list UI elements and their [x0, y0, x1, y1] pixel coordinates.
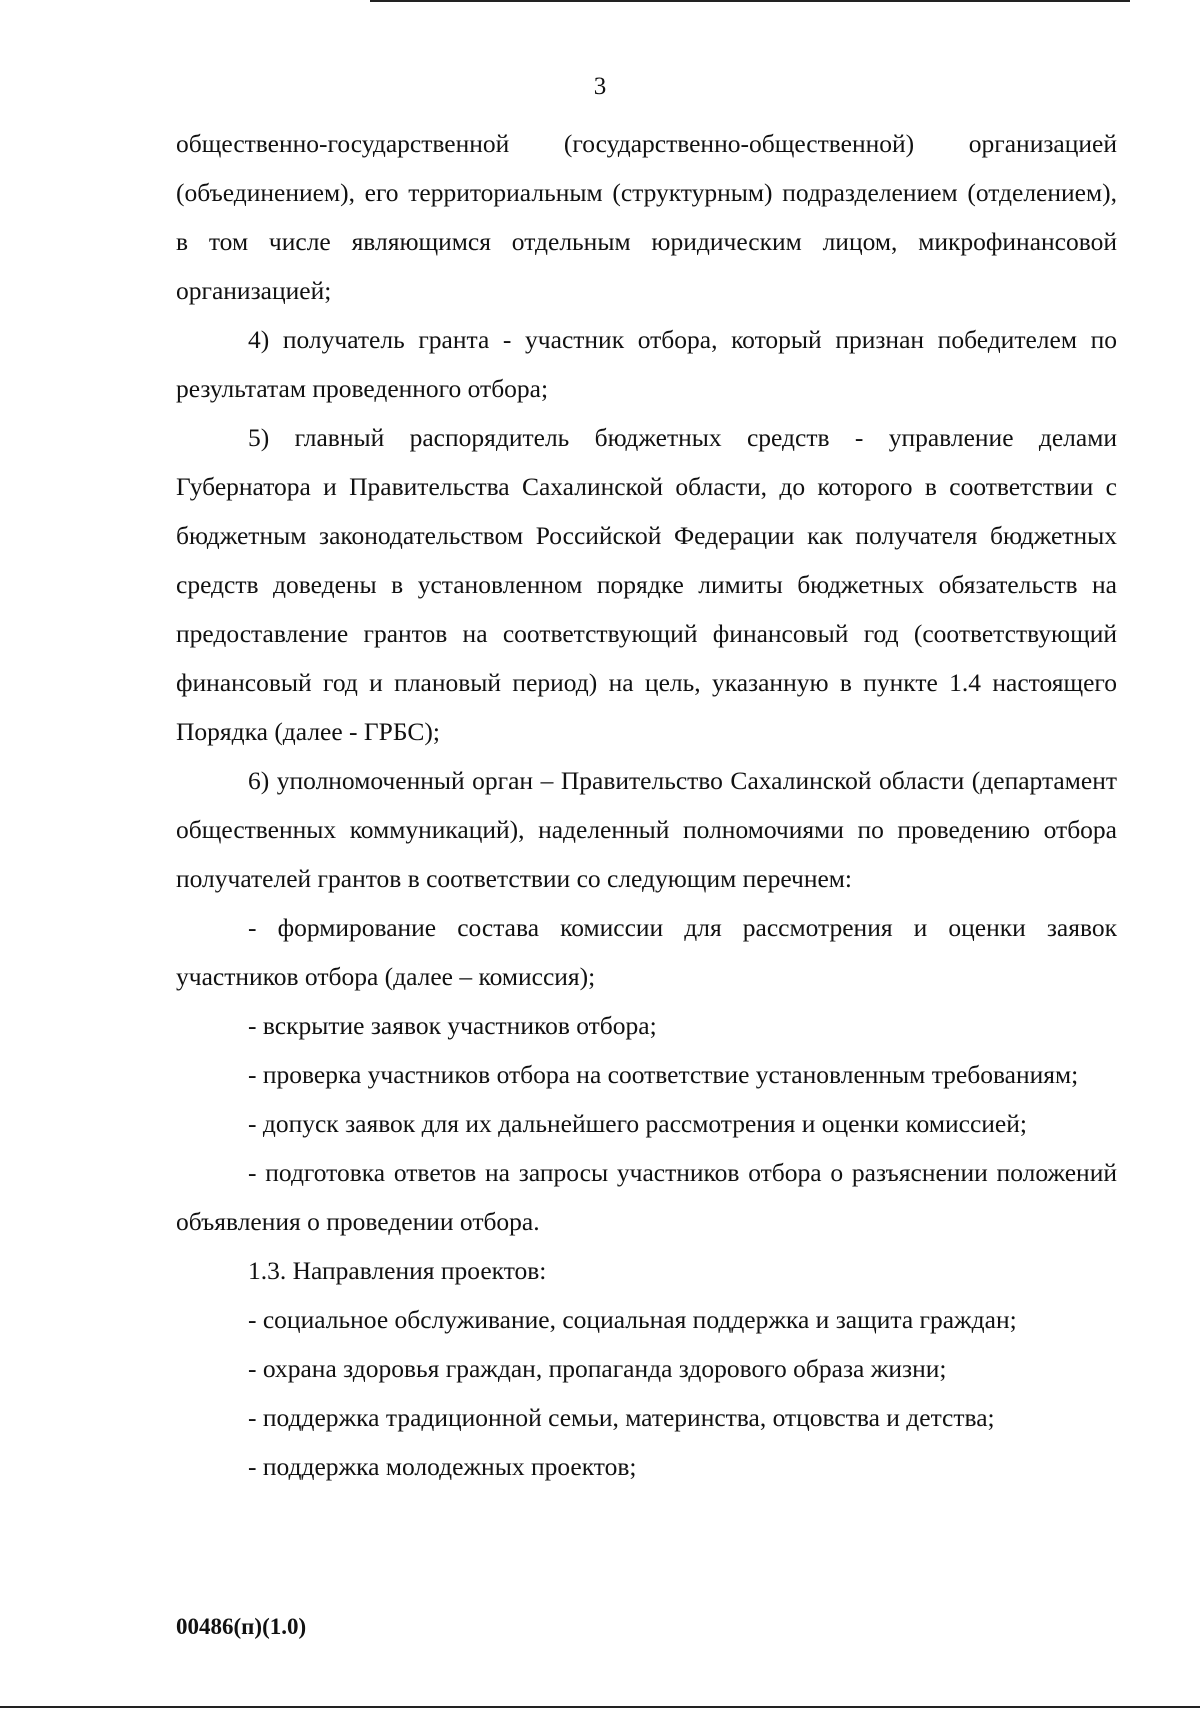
paragraph-item-5: 5) главный распорядитель бюджетных средств - управление делами Губернатора и Правительства Сахалинской области, до которого в соответствии с бюджетным законодательством Российской Федерации как получателя бюджетных средств доведены в установленном порядке лимиты бюджетных обязательств на предоставление грантов на соответствующий финансовый год (соответствующий финансовый год и плановый период) на цель, указанную в пункте 1.4 настоящего Порядка (далее - ГРБС);: [176, 423, 1117, 746]
list-item-family: - поддержка традиционной семьи, материнства, отцовства и детства;: [248, 1403, 995, 1432]
list-item-responses: - подготовка ответов на запросы участников отбора о разъяснении положений объявления о проведении отбора.: [176, 1158, 1117, 1236]
paragraph-continuation: общественно-государственной (государственно-общественной) организацией (объединением), его территориальным (структурным) подразделением (отделением), в том числе являющимся отдельным юридическим лицом, микрофинансовой организацией;: [176, 129, 1117, 305]
paragraph-item-4: 4) получатель гранта - участник отбора, который признан победителем по результатам проведенного отбора;: [176, 325, 1117, 403]
scan-edge-bottom: [0, 1706, 1200, 1708]
list-item-youth: - поддержка молодежных проектов;: [248, 1452, 637, 1481]
paragraph-item-6: 6) уполномоченный орган – Правительство Сахалинской области (департамент общественных коммуникаций), наделенный полномочиями по проведению отбора получателей грантов в соответствии со следующим перечнем:: [176, 766, 1117, 893]
list-item-commission: - формирование состава комиссии для рассмотрения и оценки заявок участников отбора (далее – комиссия);: [176, 913, 1117, 991]
list-item-opening: - вскрытие заявок участников отбора;: [248, 1011, 657, 1040]
list-item-social-service: - социальное обслуживание, социальная поддержка и защита граждан;: [248, 1305, 1017, 1334]
document-code: 00486(п)(1.0): [176, 1614, 307, 1639]
list-item-health: - охрана здоровья граждан, пропаганда здорового образа жизни;: [248, 1354, 947, 1383]
page-number: 3: [593, 73, 607, 100]
scan-edge-top: [370, 0, 1130, 2]
list-item-admission: - допуск заявок для их дальнейшего рассмотрения и оценки комиссией;: [248, 1109, 1027, 1138]
list-item-verification: - проверка участников отбора на соответствие установленным требованиям;: [248, 1060, 1079, 1089]
section-heading-1-3: 1.3. Направления проектов:: [248, 1256, 547, 1285]
document-body: [176, 119, 1117, 1491]
